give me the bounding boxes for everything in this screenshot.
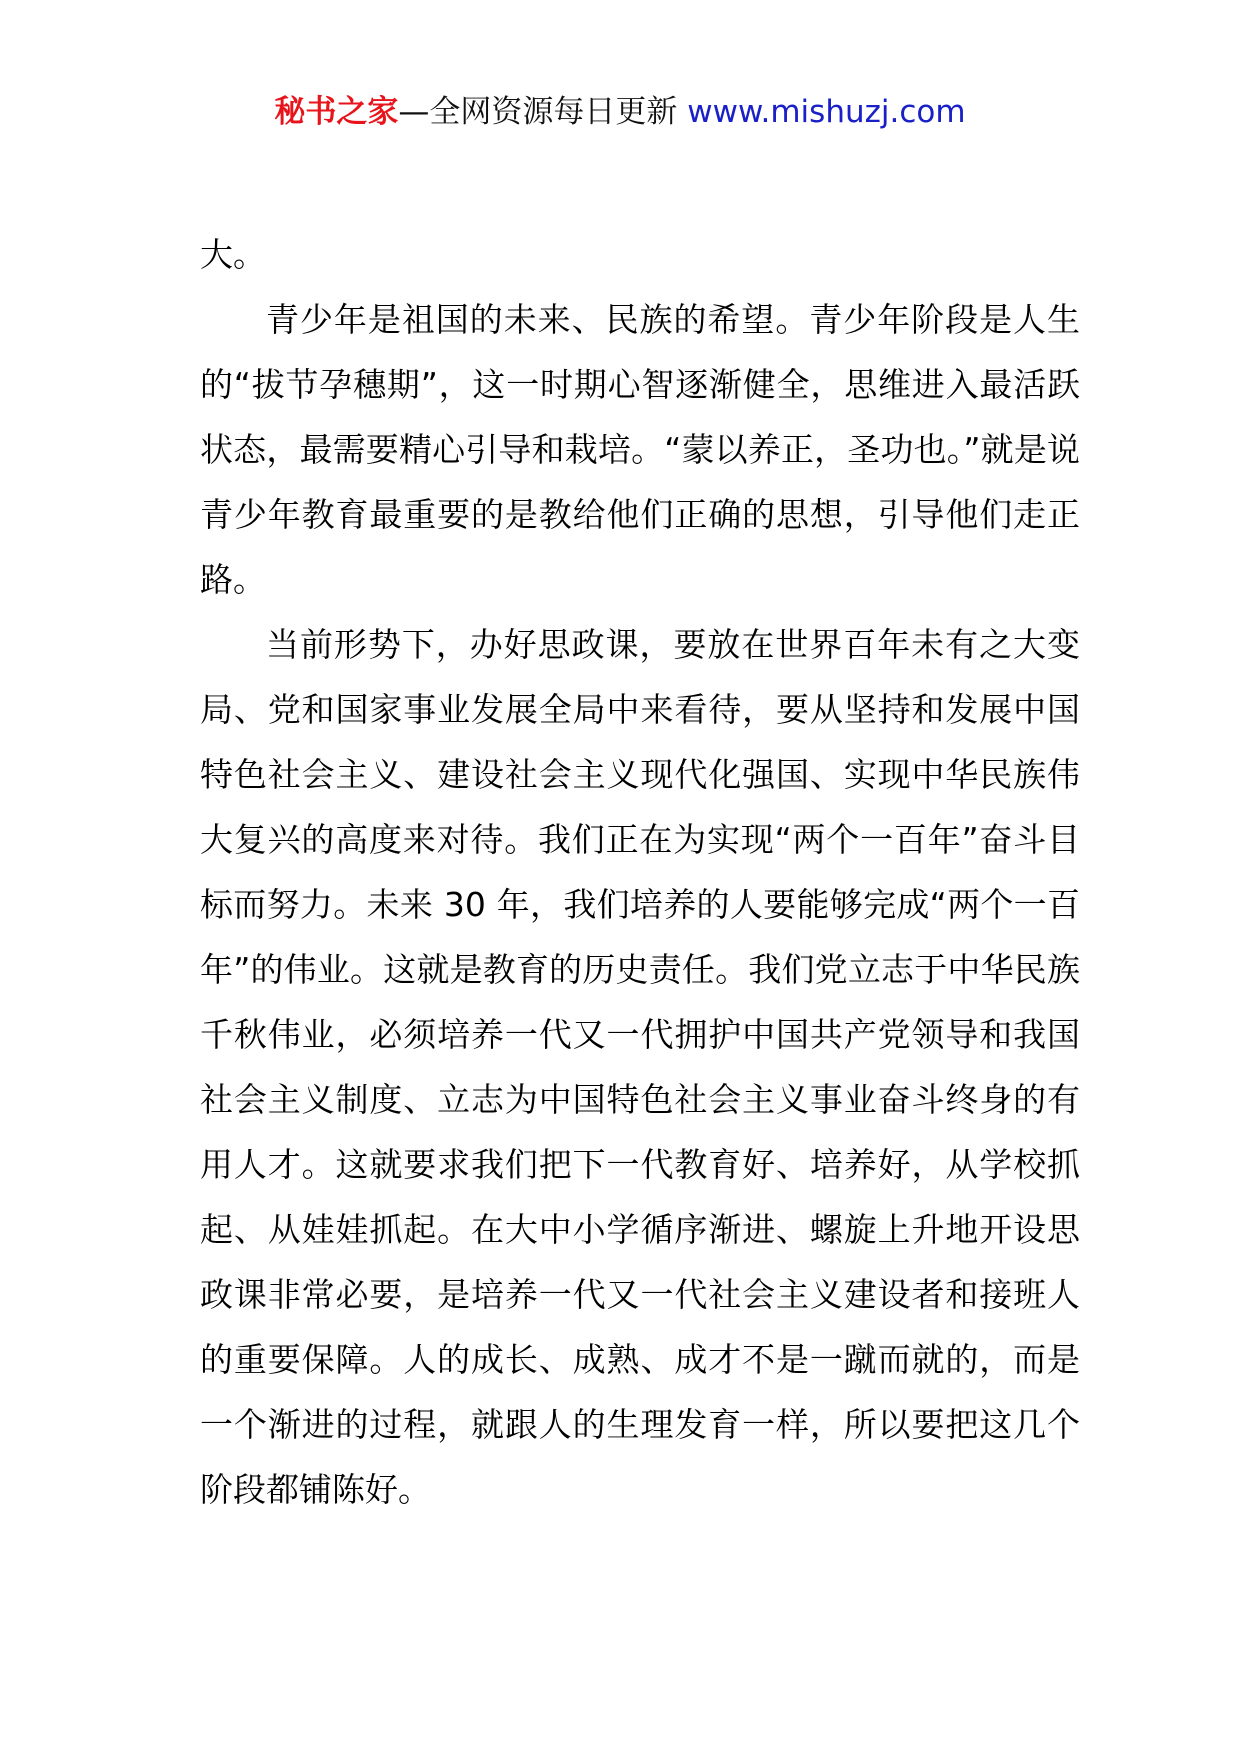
paragraph-ideology-course: 当前形势下，办好思政课，要放在世界百年未有之大变局、党和国家事业发展全局中来看待，要从坚持和发展中国特色社会主义、建设社会主义现代化强国、实现中华民族伟大复兴的高度来对待。我们正在为实现“两个一百年”奋斗目标而努力。未来 30 年，我们培养的人要能够完成“两个一百年”的伟业。这就是教育的历史责任。我们党立志于中华民族千秋伟业，必须培养一代又一代拥护中国共产党领导和我国社会主义制度、立志为中国特色社会主义事业奋斗终身的有用人才。这就要求我们把下一代教育好、培养好，从学校抓起、从娃娃抓起。在大中小学循序渐进、螺旋上升地开设思政课非常必要，是培养一代又一代社会主义建设者和接班人的重要保障。人的成长、成熟、成才不是一蹴而就的，而是一个渐进的过程，就跟人的生理发育一样，所以要把这几个阶段都铺陈好。 xyxy=(200,625,1080,1509)
document-body xyxy=(200,222,1080,1522)
brand-name: 秘书之家 xyxy=(274,94,399,130)
site-url-link[interactable]: www.mishuzj.com xyxy=(687,94,966,130)
page-header xyxy=(0,92,1240,132)
paragraph-youth: 青少年是祖国的未来、民族的希望。青少年阶段是人生的“拔节孕穗期”，这一时期心智逐渐健全，思维进入最活跃状态，最需要精心引导和栽培。“蒙以养正，圣功也。”就是说青少年教育最重要的是教给他们正确的思想，引导他们走正路。 xyxy=(200,300,1080,599)
header-tagline: —全网资源每日更新 xyxy=(398,94,688,130)
paragraph-continuation: 大。 xyxy=(200,235,266,274)
